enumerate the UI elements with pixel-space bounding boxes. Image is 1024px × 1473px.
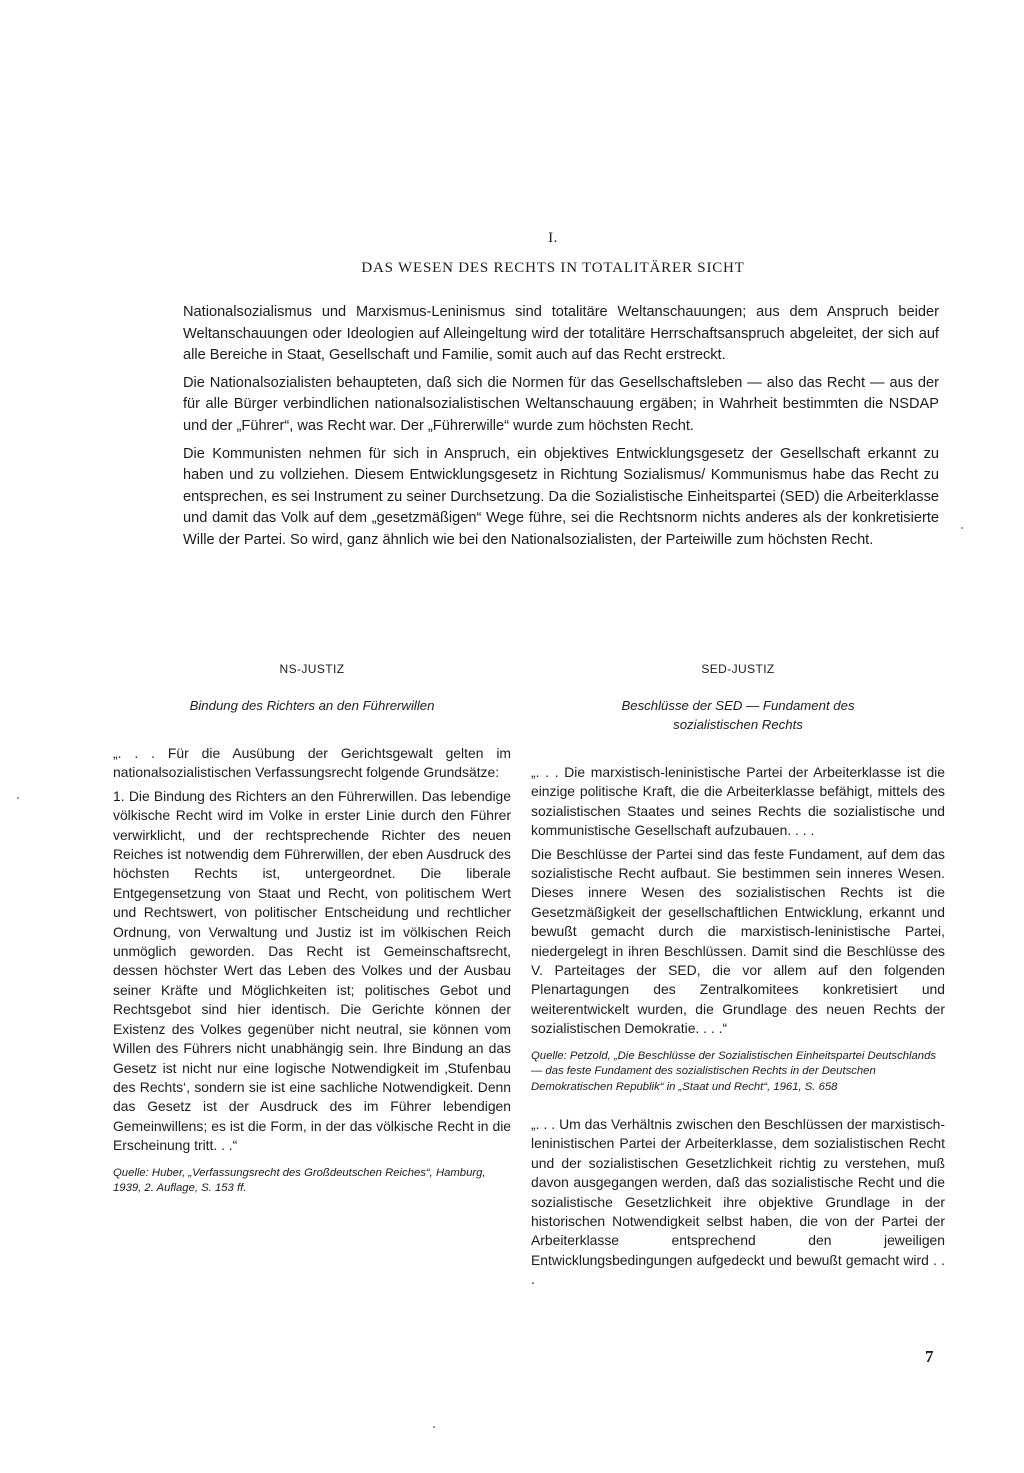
page-number: 7 [925,1347,934,1366]
ns-justiz-column [113,660,511,1208]
quote-paragraph: Die Beschlüsse der Partei sind das feste Fundament, auf dem das sozialistische Recht aufbaut. Sie bestimmen sein inneres Wesen. Dieses innere Wesen des sozialistischen Rechts ist die Gesetzmäßigkeit der gesellschaftlichen Entwicklung, erkannt und bewußt gemacht durch die marxistisch-leninistische Partei, niedergelegt in ihren Beschlüssen. Damit sind die Beschlüsse des V. Parteitages der SED, die vor allem auf den folgenden Plenartagungen des Zentralkomitees konkretisiert und weiterentwickelt wurden, die Grundlage des neuen Rechts der sozialistischen Demokratie. . . .“ [531,845,945,1037]
intro-paragraph: Die Kommunisten nehmen für sich in Anspruch, ein objektives Entwicklungsgesetz der Gesellschaft erkannt zu haben und zu vollziehen. Diesem Entwicklungsgesetz in Richtung Sozialismus/ Kommunismus habe das Recht zu entsprechen, es sei Instrument zu seiner Durchsetzung. Da die Sozialistische Einheitspartei (SED) die Arbeiterklasse und damit das Volk auf dem „gesetzmäßigen“ Wege führe, sei die Rechtsnorm nichts anderes als der konkretisierte Wille der Partei. So wird, ganz ähnlich wie bei den Nationalsozialisten, der Parteiwille zum höchsten Recht. [183,445,939,548]
quote-paragraph: „. . . Um das Verhältnis zwischen den Beschlüssen der marxistisch-leninistischen Partei der Arbeiterklasse, dem sozialistischen Recht und der sozialistischen Gesetzlichkeit richtig zu verstehen, muß davon ausgegangen werden, daß das sozialistische Recht und die sozialistische Gesetzlichkeit ihre objektive Grundlage in der historischen Notwendigkeit selbst haben, die von der Partei der Arbeiterklasse entsprechend den jeweiligen Entwicklungsbedingungen aufgedeckt und bewußt gemacht wird . . . [531,1115,945,1288]
column-subtitle [531,696,945,734]
column-subtitle-line: Beschlüsse der SED — Fundament des [621,698,855,713]
column-body [531,763,945,1290]
intro-section [183,302,939,558]
source-citation: Quelle: Petzold, „Die Beschlüsse der Sozialistischen Einheitspartei Deutschlands — das feste Fundament des sozialistischen Rechts in der Deutschen Demokratischen Republik“ in „Staat und Recht“, 1961, S. 658 [531,1049,937,1093]
quote-paragraph: „. . . Für die Ausübung der Gerichtsgewalt gelten im nationalsozialistischen Verfassungsrecht folgende Grundsätze: [113,745,511,781]
quote-paragraph: 1. Die Bindung des Richters an den Führerwillen. Das lebendige völkische Recht wird im Volke in erster Linie durch den Führer verwirklicht, und der rechtsprechende Richter des neuen Reiches ist notwendig dem Führerwillen, der eben Ausdruck des höchsten Rechts ist, untergeordnet. Die liberale Entgegensetzung von Staat und Recht, von politischem Wert und Rechtswert, von politischer Entscheidung und rechtlicher Ordnung, von Verwaltung und Justiz ist im völkischen Reich unmöglich geworden. Das Recht ist Gemeinschaftsrecht, dessen höchster Wert das Leben des Volkes und der Ausbau seiner Kräfte und Möglichkeiten ist; politisches Gebot und Rechtsgebot sind hier identisch. Die Gerichte können der Existenz des Volkes gegenüber nicht neutral, sie können vom Willen des Führers nicht unabhängig sein. Ihre Bindung an das Gesetz ist nicht nur eine logische Notwendigkeit im ‚Stufenbau des Rechts‘, sondern sie ist eine sachliche Notwendigkeit. Denn das Gesetz ist der Ausdruck des im Führer lebendigen Gemeinwillens; es ist die Form, in der das völkische Recht in die Erscheinung tritt. . .“ [113,787,511,1154]
column-label: NS-JUSTIZ [279,662,345,676]
column-subtitle: Bindung des Richters an den Führerwillen [189,698,435,713]
intro-paragraph: Die Nationalsozialisten behaupteten, daß sich die Normen für das Gesellschaftsleben — also das Recht — aus der für alle Bürger verbindlichen nationalsozialistischen Weltanschauung ergäben; in Wahrheit bestimmten die NSDAP und der „Führer“, was Recht war. Der „Führerwille“ wurde zum höchsten Recht. [183,374,939,434]
source-citation: Quelle: Huber, „Verfassungsrecht des Großdeutschen Reiches“, Hamburg, 1939, 2. Auflage, S. 153 ff. [113,1166,486,1194]
sed-justiz-column [531,660,945,1294]
column-subtitle-line: sozialistischen Rechts [673,717,803,732]
scan-speck [961,527,963,529]
column-body [113,744,511,1196]
intro-paragraph: Nationalsozialismus und Marxismus-Leninismus sind totalitäre Weltanschauungen; aus dem Anspruch beider Weltanschauungen oder Ideologien auf Alleingeltung wird der totalitäre Herrschaftsanspruch abgeleitet, der sich auf alle Bereiche in Staat, Gesellschaft und Familie, somit auch auf das Recht erstreckt. [183,304,939,364]
chapter-title: DAS WESEN DES RECHTS IN TOTALITÄRER SICHT [361,260,745,276]
column-label: SED-JUSTIZ [701,662,775,676]
scan-speck [433,1426,435,1428]
quote-paragraph: „. . . Die marxistisch-leninistische Partei der Arbeiterklasse ist die einzige politische Kraft, die die Arbeiterklasse befähigt, mittels des sozialistischen Staates und seines Rechts die sozialistische und kommunistische Gesellschaft aufzubauen. . . . [531,764,945,839]
scan-speck [17,797,19,799]
chapter-number: I. [548,230,558,246]
